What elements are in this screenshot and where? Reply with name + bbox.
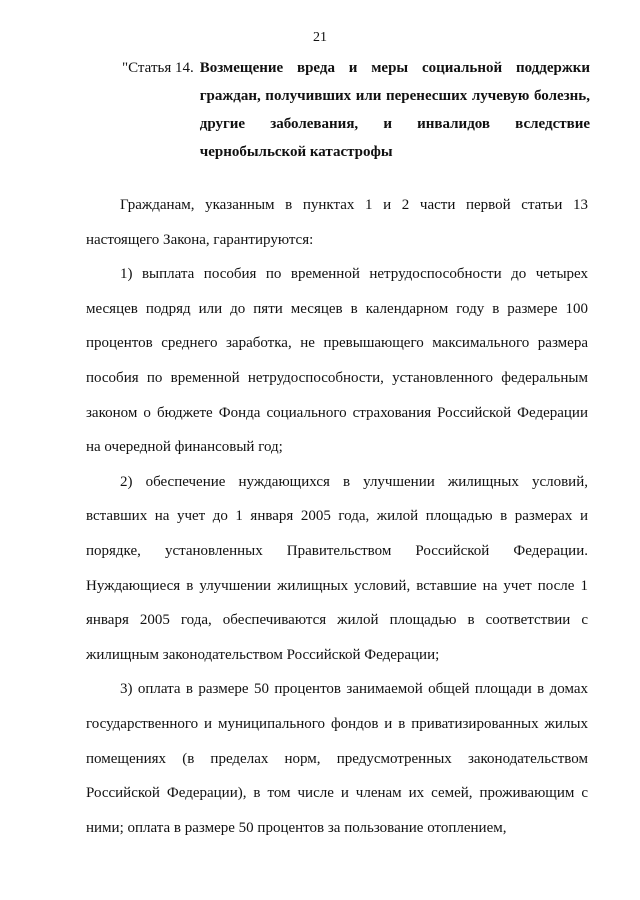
paragraph-item-2: 2) обеспечение нуждающихся в улучшении жилищных условий, вставших на учет до 1 января 2005 года, жилой площадью в размерах и порядке, установленных Правительством Российской Федерации. Нуждающиеся в улучшении жилищных условий, вставшие на учет после 1 января 2005 года, обеспечиваются жилой площадью в соответствии с жилищным законодательством Российской Федерации;	[86, 473, 588, 663]
article-label: "Статья 14.	[122, 60, 194, 76]
article-heading	[122, 54, 590, 166]
paragraph-intro: Гражданам, указанным в пунктах 1 и 2 части первой статьи 13 настоящего Закона, гарантируются:	[86, 197, 588, 248]
article-body	[86, 188, 588, 845]
page-number: 21	[313, 30, 327, 45]
paragraph-item-1: 1) выплата пособия по временной нетрудоспособности до четырех месяцев подряд или до пяти месяцев в календарном году в размере 100 процентов среднего заработка, не превышающего максимального размера пособия по временной нетрудоспособности, установленного федеральным законом о бюджете Фонда социального страхования Российской Федерации на очередной финансовый год;	[86, 266, 588, 456]
article-title: Возмещение вреда и меры социальной поддержки граждан, получивших или перенесших лучевую болезнь, другие заболевания, и инвалидов вследствие чернобыльской катастрофы	[199, 60, 590, 160]
paragraph-item-3: 3) оплата в размере 50 процентов занимаемой общей площади в домах государственного и муниципального фондов и в приватизированных жилых помещениях (в пределах норм, предусмотренных законодательством Российской Федерации), в том числе и членам их семей, проживающим с ними; оплата в размере 50 процентов за пользование отоплением,	[86, 681, 588, 836]
